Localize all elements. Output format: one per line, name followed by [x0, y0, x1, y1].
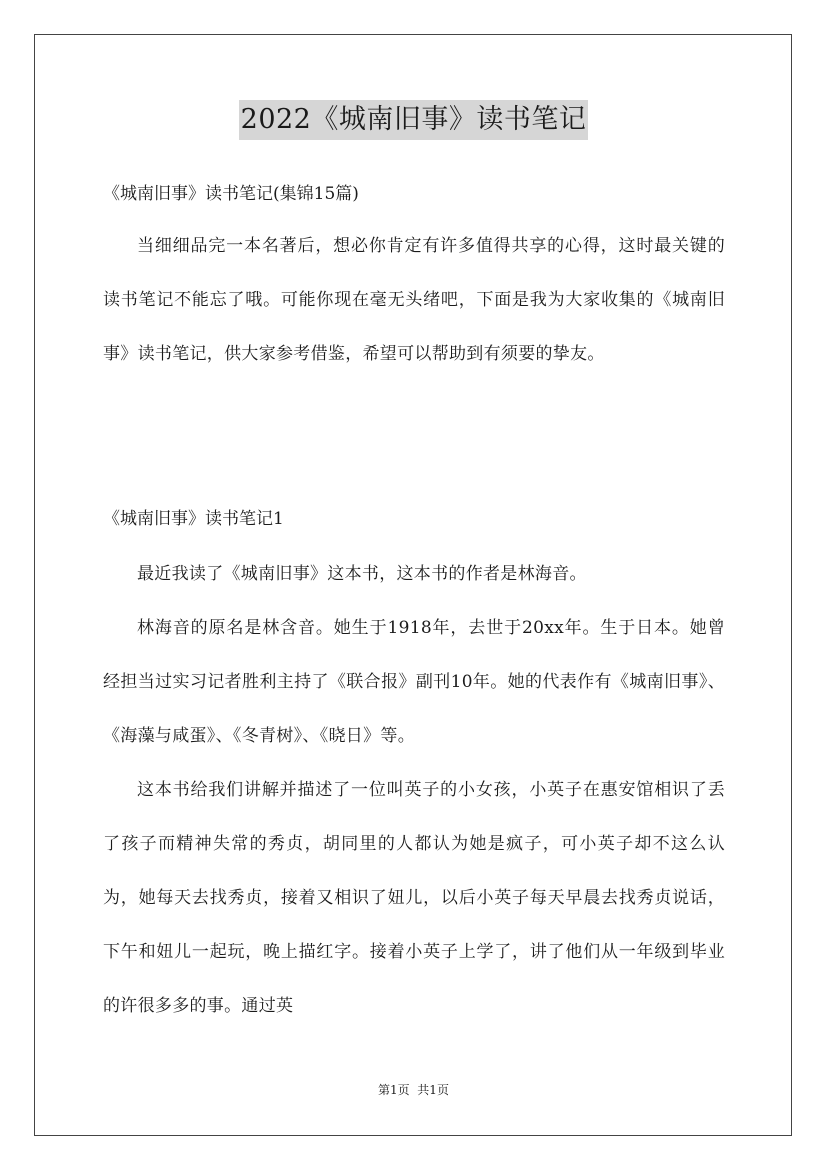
intro-paragraph: 当细细品完一本名著后，想必你肯定有许多值得共享的心得，这时最关键的读书笔记不能忘了哦。可能你现在毫无头绪吧，下面是我为大家收集的《城南旧事》读书笔记，供大家参考借鉴，希望可以帮助到有须要的挚友。 — [103, 236, 725, 364]
document-subtitle: 《城南旧事》读书笔记(集锦15篇) — [103, 184, 359, 204]
document-title: 2022《城南旧事》读书笔记 — [239, 100, 589, 140]
body-paragraph-2: 林海音的原名是林含音。她生于1918年，去世于20xx年。生于日本。她曾经担当过实习记者胜利主持了《联合报》副刊10年。她的代表作有《城南旧事》、《海藻与咸蛋》、《冬青树》、《晓日》等。 — [103, 618, 725, 746]
body-paragraph-3: 这本书给我们讲解并描述了一位叫英子的小女孩，小英子在惠安馆相识了丢了孩子而精神失常的秀贞，胡同里的人都认为她是疯子，可小英子却不这么认为，她每天去找秀贞，接着又相识了妞儿，以后小英子每天早晨去找秀贞说话，下午和妞儿一起玩，晚上描红字。接着小英子上学了，讲了他们从一年级到毕业的许很多多的事。通过英 — [103, 780, 725, 1016]
title-container — [0, 100, 827, 140]
body-paragraph-1: 最近我读了《城南旧事》这本书，这本书的作者是林海音。 — [137, 564, 587, 584]
page-footer — [0, 1080, 827, 1100]
section-heading: 《城南旧事》读书笔记1 — [103, 509, 284, 529]
page-number-label: 第1页 共1页 — [378, 1083, 449, 1097]
